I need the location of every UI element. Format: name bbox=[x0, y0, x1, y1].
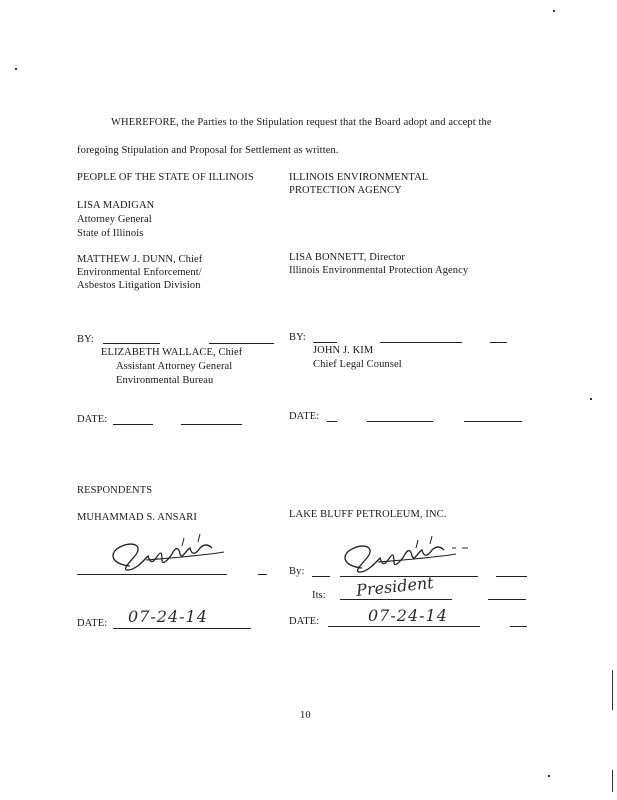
respondent-left-date-line bbox=[113, 628, 251, 629]
right-date-line bbox=[327, 421, 337, 422]
director-agency: Illinois Environmental Protection Agency bbox=[289, 265, 469, 276]
chief-name: MATTHEW J. DUNN, Chief bbox=[77, 254, 203, 265]
page-number: 10 bbox=[300, 710, 311, 721]
respondent-left-date-label: DATE: bbox=[77, 618, 108, 629]
right-by-signature-line bbox=[490, 342, 507, 343]
right-signer-name: JOHN J. KIM bbox=[313, 345, 374, 356]
respondent-right-signature-line bbox=[496, 576, 527, 577]
right-by-signature-line bbox=[313, 342, 337, 343]
right-signer-title: Chief Legal Counsel bbox=[313, 359, 402, 370]
respondent-right-date-line bbox=[328, 626, 480, 627]
director-name: LISA BONNETT, Director bbox=[289, 252, 406, 263]
left-by-label: BY: bbox=[77, 334, 94, 345]
respondent-right-date-value: 07-24-14 bbox=[368, 606, 448, 625]
left-by-signature-line bbox=[209, 343, 274, 344]
scan-speck bbox=[612, 670, 613, 710]
respondent-left-signature-line bbox=[258, 574, 267, 575]
respondent-right-date-label: DATE: bbox=[289, 616, 320, 627]
respondent-its-label: Its: bbox=[312, 590, 326, 601]
respondent-by-label: By: bbox=[289, 566, 305, 577]
ag-name: LISA MADIGAN bbox=[77, 200, 155, 211]
right-date-line bbox=[464, 421, 522, 422]
right-date-line bbox=[367, 421, 433, 422]
ag-state: State of Illinois bbox=[77, 228, 144, 239]
left-date-line bbox=[181, 424, 242, 425]
respondent-right-name: LAKE BLUFF PETROLEUM, INC. bbox=[289, 509, 447, 520]
scan-speck bbox=[612, 770, 613, 792]
right-by-signature-line bbox=[380, 342, 462, 343]
respondent-its-value: President bbox=[355, 572, 435, 601]
left-by-signature-line bbox=[103, 343, 160, 344]
respondent-its-line bbox=[488, 599, 526, 600]
left-signer-title-2: Environmental Bureau bbox=[116, 375, 214, 386]
respondent-left-date-value: 07-24-14 bbox=[128, 607, 208, 626]
left-date-line bbox=[113, 424, 153, 425]
chief-division-1: Environmental Enforcement/ bbox=[77, 267, 202, 278]
respondent-left-name: MUHAMMAD S. ANSARI bbox=[77, 512, 197, 523]
scan-speck bbox=[590, 398, 592, 400]
right-party-2: PROTECTION AGENCY bbox=[289, 185, 402, 196]
scan-speck bbox=[548, 775, 550, 777]
left-party: PEOPLE OF THE STATE OF ILLINOIS bbox=[77, 172, 254, 183]
scan-speck bbox=[553, 10, 555, 12]
respondent-right-date-line bbox=[510, 626, 527, 627]
respondent-right-signature-icon bbox=[328, 534, 478, 582]
chief-division-2: Asbestos Litigation Division bbox=[77, 280, 201, 291]
right-by-label: BY: bbox=[289, 332, 306, 343]
intro-line-1: WHEREFORE, the Parties to the Stipulation request that the Board adopt and accept the bbox=[111, 117, 492, 128]
right-party-1: ILLINOIS ENVIRONMENTAL bbox=[289, 172, 429, 183]
left-signer-name: ELIZABETH WALLACE, Chief bbox=[101, 347, 243, 358]
scan-speck bbox=[15, 68, 17, 70]
left-date-label: DATE: bbox=[77, 414, 108, 425]
intro-line-2: foregoing Stipulation and Proposal for Settlement as written. bbox=[77, 145, 339, 156]
respondents-heading: RESPONDENTS bbox=[77, 485, 153, 496]
respondent-left-signature-icon bbox=[100, 530, 230, 580]
right-date-label: DATE: bbox=[289, 411, 320, 422]
left-signer-title-1: Assistant Attorney General bbox=[116, 361, 233, 372]
ag-title: Attorney General bbox=[77, 214, 152, 225]
